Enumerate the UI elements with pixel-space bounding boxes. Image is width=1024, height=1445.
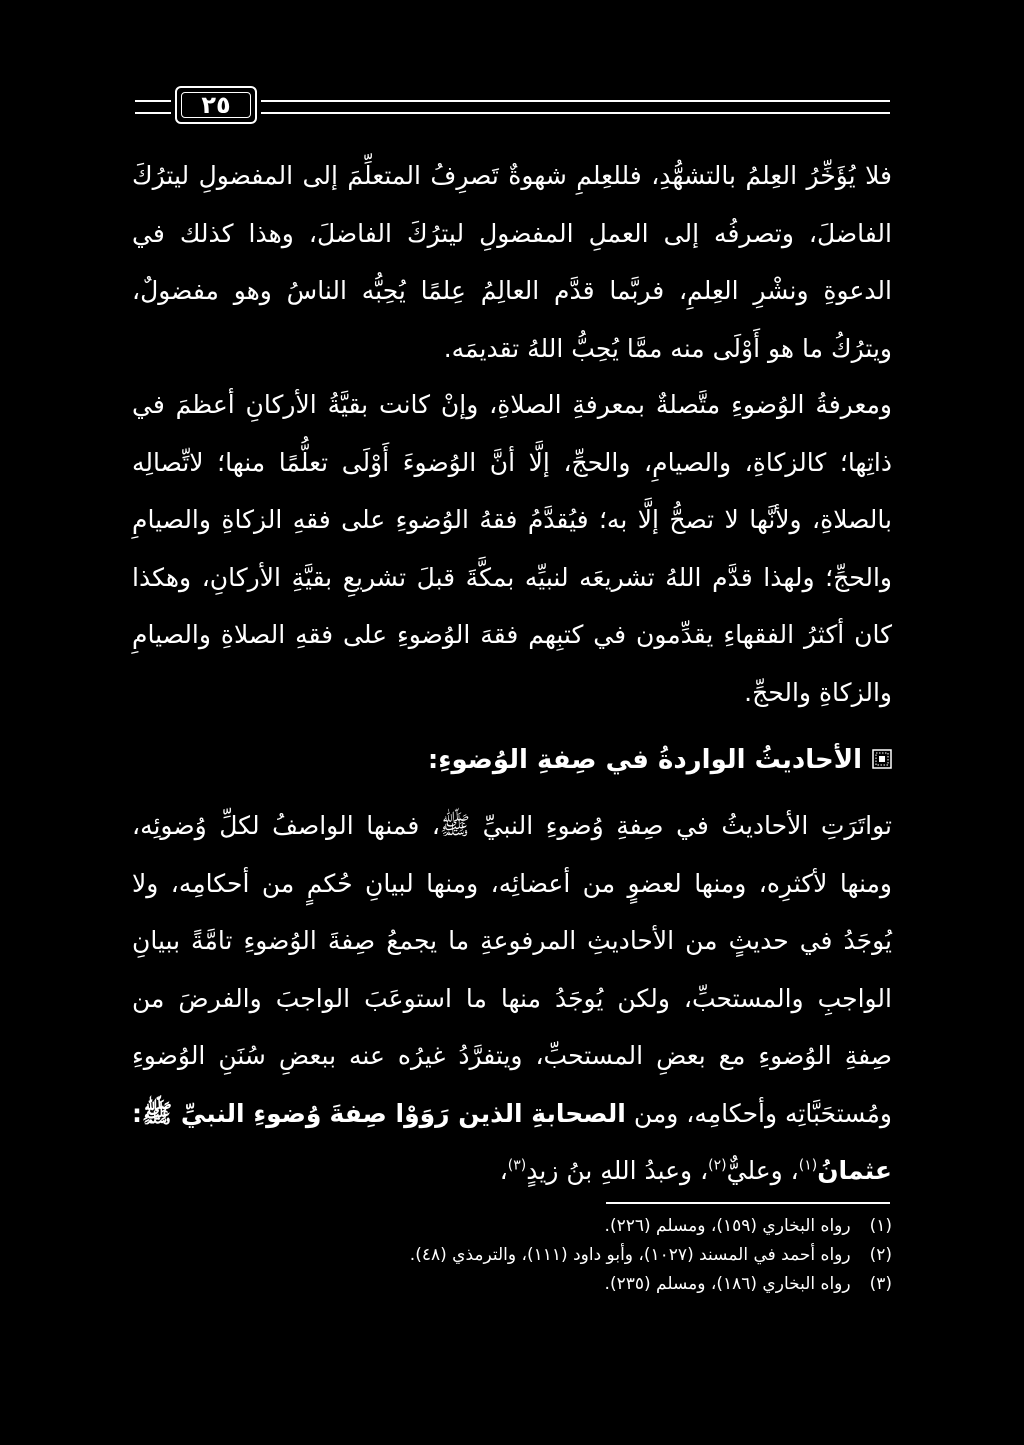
paragraph-3-text: تواتَرَتِ الأحاديثُ في صِفةِ وُضوءِ النبيِّ ﷺ، فمنها الواصفُ لكلِّ وُضوئِه، ومنها لأكثرِه، ومنها لعضوٍ من أعضائِه، ومنها لبيانِ حُكمٍ من أحكامِه، ولا يُوجَدُ في حديثٍ من الأحاديثِ المرفوعةِ ما يجمعُ صِفةَ الوُضوءِ تامَّةً ببيانِ الواجبِ والمستحبِّ، ولكن يُوجَدُ منها ما استوعَبَ الواجبَ والفرضَ من صِفةِ الوُضوءِ مع بعضِ المستحبِّ، ويتفرَّدُ غيرُه عنه ببعضِ سُنَنِ الوُضوءِ ومُستحَبَّاتِه وأحكامِه، ومن	[132, 811, 893, 1128]
section-heading-text: الأحاديثُ الواردةُ في صِفةِ الوُضوءِ:	[427, 745, 862, 775]
paragraph-3-bold-2: وُضوءِ النبيِّ ﷺ: عثمانُ	[132, 1098, 892, 1185]
paragraph-3-text-4: ،	[499, 1156, 508, 1185]
paragraph-1: فلا يُؤَخِّرُ العِلمُ بالتشهُّدِ، فللعِلمِ شهوةٌ تَصرِفُ المتعلِّمَ إلى المفضولِ ليترُكَ الفاضلَ، وتصرفُه إلى العملِ المفضولِ ليترُكَ الفاضلَ، وهذا كذلك في الدعوةِ ونشْرِ العِلمِ، فربَّما قدَّم العالِمُ عِلمًا يُحِبُّه الناسُ وهو مفضولٌ، ويترُكُ ما هو أَوْلَى منه ممَّا يُحِبُّ اللهُ تقديمَه.	[132, 161, 892, 363]
footnote-text: رواه البخاري (١٥٩)، ومسلم (٢٢٦).	[604, 1216, 851, 1236]
page-number: ٢٥	[201, 91, 231, 119]
footnote-ref-3[interactable]: (٣)	[507, 1157, 527, 1174]
footnote-ref-1[interactable]: (١)	[798, 1157, 818, 1174]
header-rule-left	[135, 100, 171, 114]
paragraph-3	[132, 797, 892, 1200]
paragraph-3-text-2: ، وعليٌّ	[726, 1156, 799, 1185]
footnotes	[132, 1212, 892, 1299]
page-header	[135, 86, 890, 128]
footnote-number: (١)	[869, 1216, 892, 1236]
footnote-ref-2[interactable]: (٢)	[708, 1157, 727, 1174]
footnote-item	[132, 1241, 892, 1270]
footnote-separator	[606, 1202, 890, 1204]
page-number-box	[175, 86, 257, 124]
ornament-icon	[872, 749, 892, 769]
paragraph-3-text-3: ، وعبدُ اللهِ بنُ زيدٍ	[526, 1156, 709, 1185]
footnote-text: رواه أحمد في المسند (١٠٢٧)، وأبو داود (١١١)، والترمذي (٤٨).	[409, 1245, 851, 1265]
footnote-number: (٣)	[869, 1274, 892, 1294]
header-rule-right	[261, 100, 890, 114]
footnote-number: (٢)	[869, 1245, 892, 1265]
footnote-item	[132, 1212, 892, 1241]
footnote-text: رواه البخاري (١٨٦)، ومسلم (٢٣٥).	[604, 1274, 851, 1294]
paragraph-3-bold: الصحابةِ الذين رَوَوْا صِفةَ	[329, 1098, 626, 1128]
footnote-item	[132, 1270, 892, 1299]
paragraph-2: ومعرفةُ الوُضوءِ متَّصلةٌ بمعرفةِ الصلاةِ، وإنْ كانت بقيَّةُ الأركانِ أعظمَ في ذاتِها؛ كالزكاةِ، والصيامِ، والحجِّ، إلَّا أنَّ الوُضوءَ أَوْلَى تعلُّمًا منها؛ لاتِّصالِه بالصلاةِ، ولأنَّها لا تصحُّ إلَّا به؛ فيُقدَّمُ فقهُ الوُضوءِ على فقهِ الزكاةِ والصيامِ والحجِّ؛ ولهذا قدَّم اللهُ تشريعَه لنبيِّه بمكَّةَ قبلَ تشريعِ بقيَّةِ الأركانِ، وهكذا كان أكثرُ الفقهاءِ يقدِّمون في كتبِهم فقهَ الوُضوءِ على فقهِ الصلاةِ والصيامِ والزكاةِ والحجِّ.	[132, 390, 892, 707]
section-heading	[132, 740, 892, 780]
